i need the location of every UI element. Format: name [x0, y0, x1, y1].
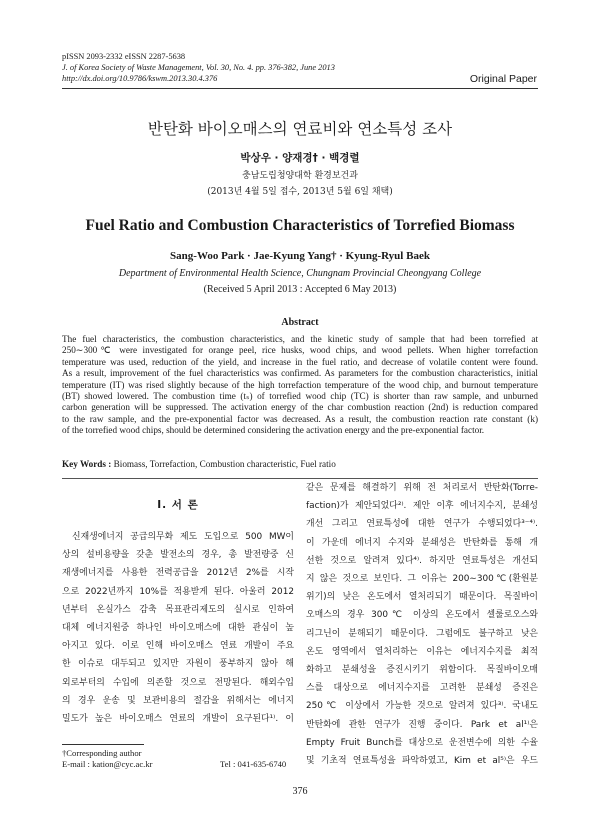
english-authors: Sang-Woo Park · Jae-Kyung Yang† · Kyung-Ryul Baek	[170, 250, 430, 262]
footnote	[62, 748, 294, 771]
body-line: 리그닌이 분해되기 때문이다. 그럼에도 불구하고 낮은	[306, 628, 538, 639]
abstract-body	[62, 334, 538, 437]
english-affiliation: Department of Environmental Health Science, Chungnam Provincial Cheongyang College	[118, 268, 482, 279]
issn-line: pISSN 2093-2332 eISSN 2287-5638	[62, 52, 186, 61]
body-line: 지 않은 것으로 보인다. 그 이유는 200∼300℃(환원분	[306, 574, 538, 585]
korean-affiliation: 충남도립청양대학 환경보건과	[242, 171, 358, 181]
english-dates: (Received 5 April 2013 : Accepted 6 May 2013)	[203, 284, 397, 295]
header-divider	[62, 88, 538, 89]
body-line: 이 가운데 에너지 수지와 분쇄성은 반탄화를 통해 개	[306, 537, 538, 548]
abstract-line: (BT) showed lowered. The combustion time (tₛ) of torrefied wood chip (TC) is shorter than raw sample, and unburned	[62, 391, 538, 402]
body-line: Empty Fruit Bunch를 대상으로 운전변수에 의한 수율	[306, 737, 538, 748]
abstract-line: temperature (IT) was rised slightly because of the high torrefaction temperature of the wood chip, and burnout temperature	[62, 379, 538, 390]
body-line: 온도 영역에서 열처리하는 이유는 에너지수지를 최적	[306, 646, 538, 657]
korean-title: 반탄화 바이오매스의 연료비와 연소특성 조사	[147, 120, 453, 138]
body-line: 위기)의 낮은 온도에서 열처리되기 때문이다. 목질바이	[306, 592, 538, 603]
abstract-heading: Abstract	[281, 317, 319, 328]
body-line: 상의 설비용량을 갖춘 발전소의 경우, 총 발전량중 신	[62, 550, 294, 561]
journal-meta	[62, 51, 335, 84]
body-line: 외로부터의 수입에 의존할 것으로 전망된다. 해외수입	[62, 677, 294, 688]
abstract-line: to the raw sample, and the pre-exponential factor was decreased. As a result, the combustion reaction rate constant (k)	[62, 413, 538, 424]
abstract-line: carbon generation will be suppressed. The activation energy of the char combustion reaction (2nd) is reduction compared	[62, 402, 538, 413]
body-line: 신재생에너지 공급의무화 제도 도입으로 500 MW이	[72, 532, 294, 542]
body-line: 및 기초적 연료특성을 파악하였고, Kim et al⁵⁾은 우드	[306, 756, 538, 767]
body-line: 한 이슈로 대두되고 있지만 자원이 풍부하지 않아 해	[62, 659, 294, 670]
body-column-right	[306, 483, 538, 770]
abstract-line: The fuel characteristics, the combustion characteristics, and the kinetic study of sample that had been torrefied at	[62, 334, 538, 344]
body-line: 으로 2022년까지 10%를 적용받게 된다. 아울러 2012	[62, 586, 294, 597]
body-line: 아지고 있다. 이로 인해 바이오매스 연료 개발이 주요	[62, 641, 294, 652]
body-line: 250℃ 이상에서 가능한 것으로 알려져 있다³⁾. 국내도	[306, 701, 538, 712]
keywords-label: Key Words :	[62, 459, 112, 469]
body-line: 년부터 온실가스 감축 목표관리제도의 실시로 인하여	[62, 604, 294, 615]
keywords-text: Biomass, Torrefaction, Combustion characteristic, Fuel ratio	[111, 459, 336, 469]
page-number: 376	[292, 786, 308, 797]
footnote-email[interactable]: E-mail : kation@cyc.ac.kr	[62, 759, 153, 770]
body-column-left	[62, 497, 294, 728]
body-line: 화하고 분쇄성을 증진시키기 위함이다. 목질바이오매	[306, 665, 538, 676]
abstract-line: As a result, improvement of the fuel characteristics was confirmed. As parameters for the combustion characteristics, initial	[62, 368, 538, 379]
body-line: 오매스의 경우 300℃ 이상의 온도에서 셀룰로오스와	[306, 610, 538, 621]
section-heading: I. 서 론	[157, 499, 199, 511]
body-line: 개선 그리고 연료특성에 대한 연구가 수행되었다³⁻⁴⁾.	[306, 519, 538, 530]
english-title: Fuel Ratio and Combustion Characteristics of Torrefied Biomass	[85, 217, 515, 234]
journal-citation: J. of Korea Society of Waste Management, Vol. 30, No. 4. pp. 376-382, June 2013	[62, 63, 335, 72]
body-line: 스를 대상으로 에너지수지를 고려한 분쇄성 증진은	[306, 683, 538, 694]
body-line: 같은 문제를 해결하기 위해 전 처리로서 반탄화(Torre-	[306, 483, 538, 493]
abstract-line: of the torrefied wood chips, should be determined considering the activation energy and the pre-exponential factor.	[62, 425, 485, 436]
body-line: 의 경우 운송 및 보관비용의 절감을 위해서는 에너지	[62, 695, 294, 706]
abstract-line: temperature was used, reduction of the yield, and increase in the fuel ratio, and decrease of volatile content were found.	[62, 356, 538, 367]
korean-authors: 박상우 · 양재경† · 백경렬	[240, 152, 360, 164]
body-line: faction)가 제안되었다²⁾. 제안 이후 에너지수지, 분쇄성	[306, 501, 538, 512]
abstract-line: 250∼300℃ were investigated for orange peel, rice husks, wood chips, and wood pellets. When higher torrefaction	[62, 345, 538, 356]
footnote-rule	[62, 744, 144, 745]
keywords	[62, 459, 336, 469]
body-line: 반탄화에 관한 연구가 진행 중이다. Park et al¹⁾은	[306, 719, 538, 730]
doi-link[interactable]: http://dx.doi.org/10.9786/kswm.2013.30.4.376	[62, 74, 218, 83]
article-type-label: Original Paper	[469, 73, 537, 85]
korean-dates: (2013년 4월 5일 접수, 2013년 5월 6일 채택)	[207, 187, 393, 197]
corresponding-author-label: †Corresponding author	[62, 748, 142, 758]
body-line: 대체 에너지원중 하나인 바이오매스에 대한 관심이 높	[62, 623, 294, 634]
body-line: 재생에너지를 사용한 전력공급을 2012년 2%를 시작	[62, 568, 294, 579]
footnote-tel: Tel : 041-635-6740	[220, 759, 287, 770]
body-line: 밀도가 높은 바이오매스 연료의 개발이 요구된다¹⁾. 이	[62, 714, 294, 725]
body-line: 선한 것으로 알려져 있다⁴⁾. 하지만 연료특성은 개선되	[306, 555, 538, 566]
